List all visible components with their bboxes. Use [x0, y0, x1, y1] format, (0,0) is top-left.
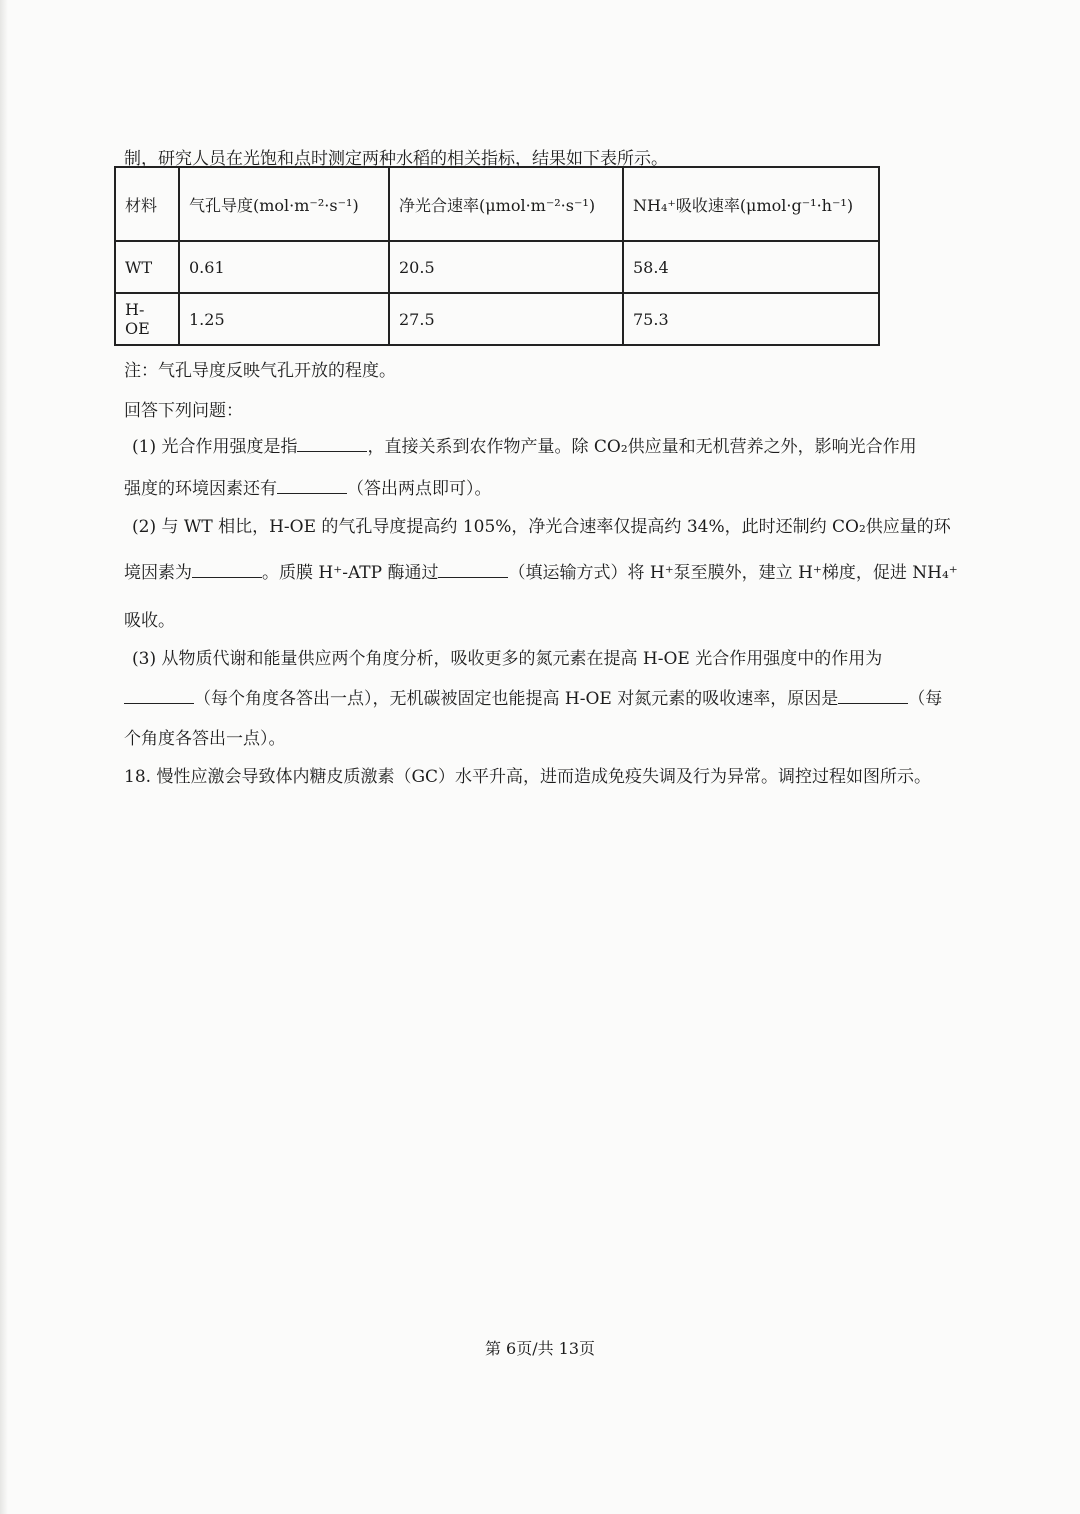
answer-blank	[438, 560, 508, 578]
q3-text-b: （每个角度各答出一点），无机碳被固定也能提高 H-OE 对氮元素的吸收速率，原因是	[194, 689, 839, 709]
q1-text-d: （答出两点即可）。	[347, 479, 492, 499]
q2-line-1: (2) 与 WT 相比，H-OE 的气孔导度提高约 105%，净光合速率仅提高约 34%，此时还制约 CO₂供应量的环	[132, 517, 951, 537]
question-18: 18. 慢性应激会导致体内糖皮质激素（GC）水平升高，进而造成免疫失调及行为异常。调控过程如图所示。	[124, 767, 932, 787]
q3-line-2	[124, 684, 942, 709]
q2-text-d: （填运输方式）将 H⁺泵至膜外，建立 H⁺梯度，促进 NH₄⁺	[508, 563, 958, 583]
answer-blank	[838, 686, 908, 704]
question-prompt: 回答下列问题：	[124, 401, 243, 421]
table-cell: 20.5	[389, 241, 623, 293]
q2-line-3: 吸收。	[124, 611, 175, 631]
answer-blank	[124, 686, 194, 704]
table-cell: WT	[115, 241, 179, 293]
q2-line-2	[124, 558, 958, 583]
table-cell: 1.25	[179, 293, 389, 345]
q1-text-c: 强度的环境因素还有	[124, 479, 277, 499]
table-row	[115, 241, 879, 293]
table-cell: 58.4	[623, 241, 879, 293]
answer-blank	[297, 434, 367, 452]
q3-line-1: (3) 从物质代谢和能量供应两个角度分析，吸收更多的氮元素在提高 H-OE 光合作用强度中的作用为	[132, 649, 883, 669]
q1-text-b: ，直接关系到农作物产量。除 CO₂供应量和无机营养之外，影响光合作用	[367, 437, 917, 457]
table-header-cell: 气孔导度(mol·m⁻²·s⁻¹)	[179, 167, 389, 241]
table-cell: 75.3	[623, 293, 879, 345]
table-header-cell: 材料	[115, 167, 179, 241]
table-header-cell: 净光合速率(μmol·m⁻²·s⁻¹)	[389, 167, 623, 241]
table-cell: H-OE	[115, 293, 179, 345]
q1-text-a: (1) 光合作用强度是指	[132, 437, 298, 457]
table-header-row	[115, 167, 879, 241]
q3-line-3: 个角度各答出一点）。	[124, 729, 286, 749]
q3-text-c: （每	[908, 689, 943, 709]
table-cell: 27.5	[389, 293, 623, 345]
q1-line-2	[124, 474, 492, 499]
table-row	[115, 293, 879, 345]
q2-text-c: 。质膜 H⁺-ATP 酶通过	[262, 563, 439, 583]
q1-line-1	[132, 432, 917, 457]
table-note: 注：气孔导度反映气孔开放的程度。	[124, 361, 396, 381]
q2-text-b: 境因素为	[124, 563, 192, 583]
page-footer: 第 6页/共 13页	[484, 1339, 596, 1358]
intro-text: 制，研究人员在光饱和点时测定两种水稻的相关指标，结果如下表所示。	[124, 149, 668, 169]
data-table	[114, 166, 880, 346]
table-header-cell: NH₄⁺吸收速率(μmol·g⁻¹·h⁻¹)	[623, 167, 879, 241]
answer-blank	[277, 476, 347, 494]
scan-left-edge	[0, 0, 8, 1514]
table-cell: 0.61	[179, 241, 389, 293]
answer-blank	[192, 560, 262, 578]
